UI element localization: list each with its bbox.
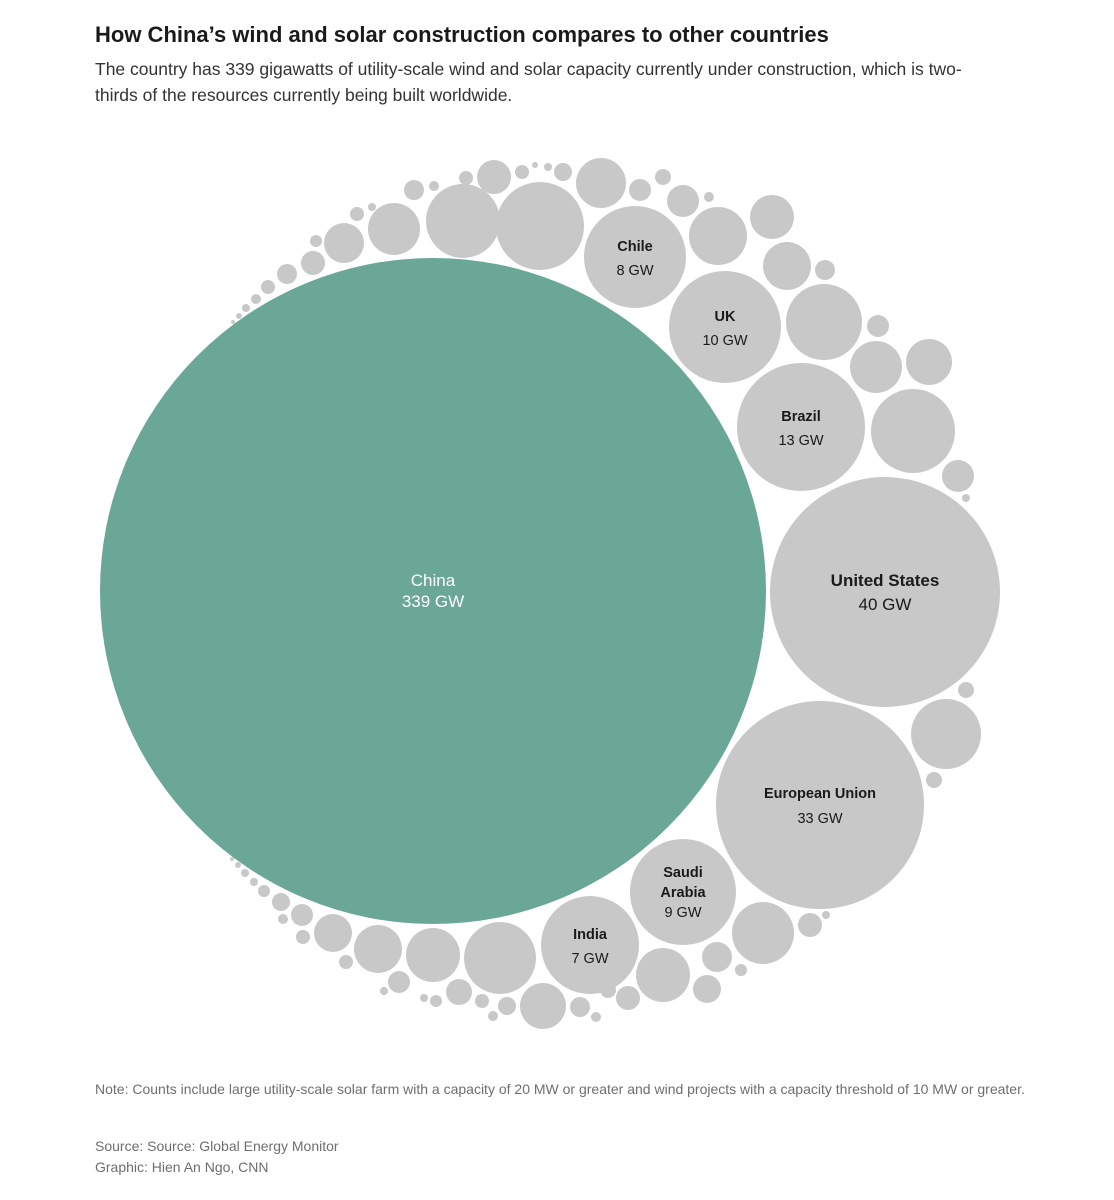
bubble-other-63 xyxy=(380,987,388,995)
value-uk: 10 GW xyxy=(702,333,748,349)
bubble-other-20 xyxy=(532,162,538,168)
bubble-other-41 xyxy=(926,772,942,788)
bubble-other-22 xyxy=(554,163,572,181)
bubble-other-15 xyxy=(404,180,424,200)
bubble-other-62 xyxy=(388,971,410,993)
bubble-other-34 xyxy=(850,341,902,393)
bubble-other-18 xyxy=(477,160,511,194)
bubble-other-14 xyxy=(368,203,376,211)
bubble-other-72 xyxy=(250,878,258,886)
bubble-other-39 xyxy=(958,682,974,698)
bubble-other-11 xyxy=(231,320,235,324)
bubble-chile xyxy=(584,206,686,308)
bubble-other-7 xyxy=(261,280,275,294)
label-chile: Chile xyxy=(617,239,653,255)
bubble-other-56 xyxy=(475,994,489,1008)
bubble-other-6 xyxy=(277,264,297,284)
bubble-other-53 xyxy=(520,983,566,1029)
value-united-states: 40 GW xyxy=(858,595,912,614)
bubble-china xyxy=(100,258,766,924)
bubble-other-49 xyxy=(616,986,640,1010)
bubble-other-23 xyxy=(576,158,626,208)
value-chile: 8 GW xyxy=(616,263,654,279)
chart-note: Note: Counts include large utility-scale solar farm with a capacity of 20 MW or greater and wind projects with a capacity threshold of 10 MW or greater. xyxy=(95,1081,1025,1097)
value-india: 7 GW xyxy=(571,951,609,967)
bubble-other-66 xyxy=(314,914,352,952)
bubble-other-44 xyxy=(732,902,794,964)
bubble-other-4 xyxy=(324,223,364,263)
bubble-other-17 xyxy=(459,171,473,185)
bubble-other-71 xyxy=(258,885,270,897)
chart-source: Source: Source: Global Energy Monitor xyxy=(95,1138,339,1154)
bubble-other-38 xyxy=(962,494,970,502)
chart-title: How China’s wind and solar construction compares to other countries xyxy=(95,22,829,47)
bubble-other-59 xyxy=(430,995,442,1007)
bubble-other-13 xyxy=(350,207,364,221)
label-india: India xyxy=(573,927,607,943)
bubble-other-54 xyxy=(498,997,516,1015)
bubble-chart xyxy=(0,130,1114,1050)
bubble-other-45 xyxy=(735,964,747,976)
bubble-other-68 xyxy=(291,904,313,926)
bubble-other-61 xyxy=(406,928,460,982)
bubble-other-19 xyxy=(515,165,529,179)
label-european-union: European Union xyxy=(764,786,876,802)
bubble-other-55 xyxy=(488,1011,498,1021)
bubble-other-46 xyxy=(702,942,732,972)
value-saudi-arabia: 9 GW xyxy=(664,905,702,921)
label-brazil: Brazil xyxy=(781,409,821,425)
bubble-other-3 xyxy=(368,203,420,255)
bubble-other-37 xyxy=(942,460,974,492)
bubble-other-48 xyxy=(636,948,690,1002)
bubble-other-27 xyxy=(704,192,714,202)
bubble-other-60 xyxy=(420,994,428,1002)
bubble-other-74 xyxy=(235,862,241,868)
value-brazil: 13 GW xyxy=(778,433,824,449)
bubble-other-31 xyxy=(815,260,835,280)
bubble-other-57 xyxy=(464,922,536,994)
bubble-united-states xyxy=(770,477,1000,707)
chart-subtitle: The country has 339 gigawatts of utility-scale wind and solar capacity currently under construction, which is two-thirds of the resources currently being built worldwide. xyxy=(95,59,962,105)
bubble-other-25 xyxy=(655,169,671,185)
bubble-other-24 xyxy=(629,179,651,201)
bubble-other-42 xyxy=(822,911,830,919)
bubble-other-65 xyxy=(339,955,353,969)
bubble-european-union xyxy=(716,701,924,909)
label-saudi-arabia: Saudi Arabia xyxy=(660,865,706,901)
chart-credit: Graphic: Hien An Ngo, CNN xyxy=(95,1159,269,1175)
bubble-other-1 xyxy=(496,182,584,270)
value-china: 339 GW xyxy=(401,592,465,611)
bubble-other-21 xyxy=(544,163,552,171)
bubble-india xyxy=(541,896,639,994)
bubble-other-36 xyxy=(871,389,955,473)
bubble-other-73 xyxy=(241,869,249,877)
bubble-other-51 xyxy=(570,997,590,1017)
bubble-other-64 xyxy=(354,925,402,973)
bubble-other-16 xyxy=(429,181,439,191)
bubble-other-43 xyxy=(798,913,822,937)
label-uk: UK xyxy=(714,309,736,325)
bubble-other-30 xyxy=(763,242,811,290)
bubble-other-58 xyxy=(446,979,472,1005)
bubble-other-5 xyxy=(301,251,325,275)
bubble-other-40 xyxy=(911,699,981,769)
bubble-other-75 xyxy=(230,857,234,861)
bubble-other-69 xyxy=(278,914,288,924)
bubble-other-47 xyxy=(693,975,721,1003)
bubble-brazil xyxy=(737,363,865,491)
bubble-other-26 xyxy=(667,185,699,217)
bubble-other-29 xyxy=(750,195,794,239)
bubble-other-67 xyxy=(296,930,310,944)
bubble-other-70 xyxy=(272,893,290,911)
value-european-union: 33 GW xyxy=(797,811,843,827)
bubble-other-2 xyxy=(426,184,500,258)
bubble-other-52 xyxy=(591,1012,601,1022)
bubble-other-9 xyxy=(242,304,250,312)
label-united-states: United States xyxy=(830,571,940,590)
bubble-other-10 xyxy=(236,313,242,319)
bubble-other-32 xyxy=(786,284,862,360)
bubble-other-33 xyxy=(867,315,889,337)
bubble-other-8 xyxy=(251,294,261,304)
bubble-other-12 xyxy=(310,235,322,247)
bubble-other-28 xyxy=(689,207,747,265)
label-china: China xyxy=(410,571,456,590)
bubble-other-35 xyxy=(906,339,952,385)
bubble-uk xyxy=(669,271,781,383)
